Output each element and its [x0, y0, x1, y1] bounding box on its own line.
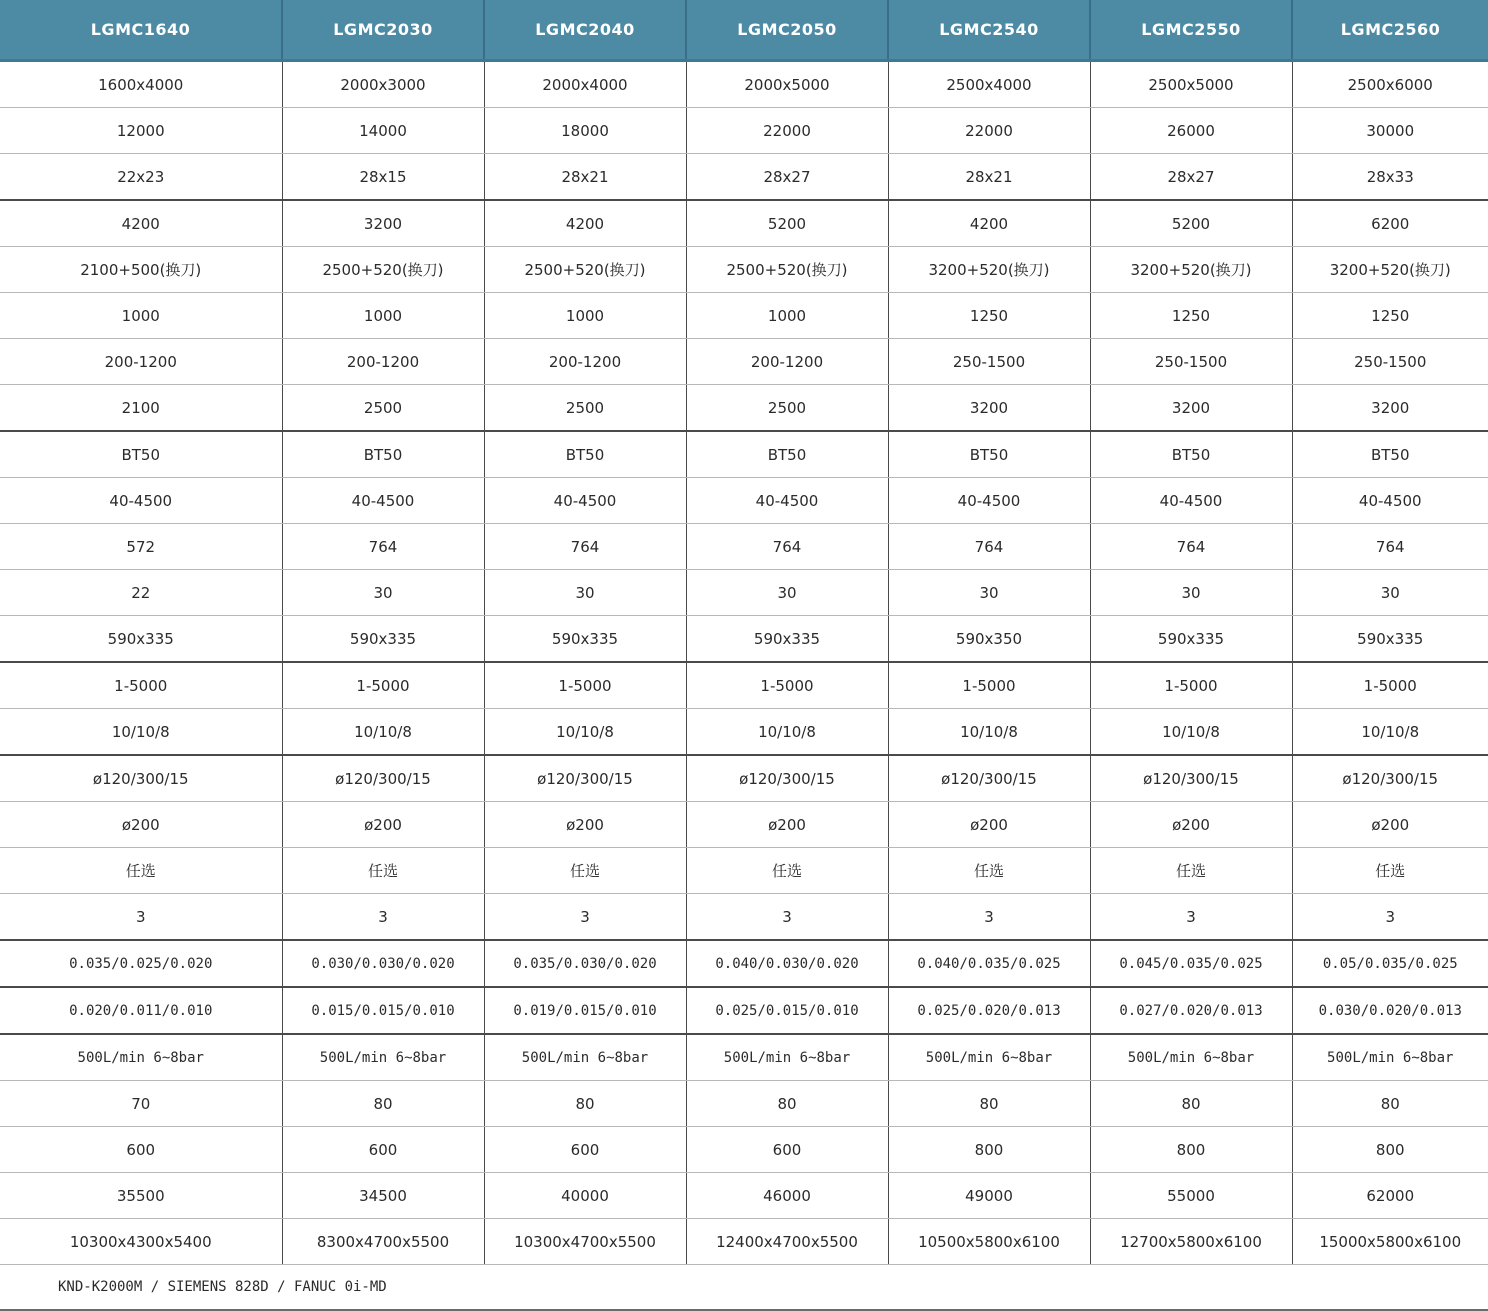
spec-cell: 80	[484, 1081, 686, 1127]
spec-cell: 2100+500(换刀)	[0, 247, 282, 293]
spec-cell: 30000	[1292, 108, 1488, 154]
spec-cell: 590x350	[888, 616, 1090, 663]
spec-cell: 10/10/8	[1292, 709, 1488, 756]
spec-cell: BT50	[484, 431, 686, 478]
spec-cell: 1-5000	[686, 662, 888, 709]
model-header: LGMC2560	[1292, 0, 1488, 61]
table-row	[0, 570, 1488, 616]
spec-cell: 28x21	[888, 154, 1090, 201]
spec-cell: 任选	[1292, 848, 1488, 894]
spec-cell: 600	[484, 1127, 686, 1173]
spec-cell: 4200	[484, 200, 686, 247]
spec-cell: 30	[484, 570, 686, 616]
spec-cell: 1250	[888, 293, 1090, 339]
spec-cell: 3	[1292, 894, 1488, 941]
spec-cell: ø200	[1090, 802, 1292, 848]
spec-cell: 0.045/0.035/0.025	[1090, 940, 1292, 987]
spec-cell: 80	[686, 1081, 888, 1127]
spec-cell: 10300x4300x5400	[0, 1219, 282, 1265]
spec-cell: 5200	[686, 200, 888, 247]
table-row	[0, 293, 1488, 339]
spec-cell: 3200	[1292, 385, 1488, 432]
spec-cell: 3	[282, 894, 484, 941]
spec-cell: 2000x3000	[282, 61, 484, 108]
spec-cell: 任选	[888, 848, 1090, 894]
spec-cell: 40-4500	[1090, 478, 1292, 524]
spec-cell: 1250	[1292, 293, 1488, 339]
spec-cell: 1000	[686, 293, 888, 339]
spec-cell: 3	[0, 894, 282, 941]
spec-cell: 200-1200	[484, 339, 686, 385]
spec-cell: 0.040/0.035/0.025	[888, 940, 1090, 987]
spec-cell: 22000	[686, 108, 888, 154]
spec-cell: 3200	[282, 200, 484, 247]
spec-cell: 572	[0, 524, 282, 570]
spec-cell: 80	[1292, 1081, 1488, 1127]
spec-cell: 40-4500	[0, 478, 282, 524]
spec-cell: 4200	[0, 200, 282, 247]
spec-cell: 6200	[1292, 200, 1488, 247]
spec-cell: 12400x4700x5500	[686, 1219, 888, 1265]
spec-cell: 1000	[0, 293, 282, 339]
model-header: LGMC2540	[888, 0, 1090, 61]
spec-cell: 590x335	[1090, 616, 1292, 663]
spec-cell: 22	[0, 570, 282, 616]
spec-cell: ø120/300/15	[1292, 755, 1488, 802]
spec-cell: 200-1200	[282, 339, 484, 385]
spec-cell: 2500+520(换刀)	[282, 247, 484, 293]
table-row	[0, 1081, 1488, 1127]
spec-cell: 800	[1292, 1127, 1488, 1173]
spec-cell: 2000x5000	[686, 61, 888, 108]
spec-cell: 40000	[484, 1173, 686, 1219]
spec-cell: 0.019/0.015/0.010	[484, 987, 686, 1034]
spec-cell: ø120/300/15	[686, 755, 888, 802]
spec-cell: 80	[282, 1081, 484, 1127]
table-row	[0, 616, 1488, 663]
model-header: LGMC2040	[484, 0, 686, 61]
spec-cell: 590x335	[0, 616, 282, 663]
footer-row	[0, 1265, 1488, 1311]
spec-cell: 10/10/8	[888, 709, 1090, 756]
table-row	[0, 385, 1488, 432]
spec-cell: 12000	[0, 108, 282, 154]
spec-cell: 0.025/0.015/0.010	[686, 987, 888, 1034]
spec-cell: 10500x5800x6100	[888, 1219, 1090, 1265]
spec-cell: 1-5000	[1090, 662, 1292, 709]
spec-cell: ø200	[282, 802, 484, 848]
spec-cell: ø200	[0, 802, 282, 848]
spec-cell: 764	[1292, 524, 1488, 570]
spec-cell: 8300x4700x5500	[282, 1219, 484, 1265]
spec-cell: 0.035/0.025/0.020	[0, 940, 282, 987]
spec-cell: 2500+520(换刀)	[484, 247, 686, 293]
spec-cell: ø200	[1292, 802, 1488, 848]
spec-cell: 任选	[0, 848, 282, 894]
spec-cell: 590x335	[1292, 616, 1488, 663]
spec-cell: BT50	[0, 431, 282, 478]
spec-cell: 3	[484, 894, 686, 941]
spec-cell: BT50	[1292, 431, 1488, 478]
spec-cell: 590x335	[282, 616, 484, 663]
spec-cell: 2500	[686, 385, 888, 432]
table-row	[0, 200, 1488, 247]
spec-cell: BT50	[1090, 431, 1292, 478]
spec-cell: 28x27	[686, 154, 888, 201]
spec-cell: 10/10/8	[282, 709, 484, 756]
spec-cell: 500L/min 6~8bar	[1292, 1034, 1488, 1081]
spec-cell: ø120/300/15	[282, 755, 484, 802]
table-row	[0, 247, 1488, 293]
spec-cell: 590x335	[686, 616, 888, 663]
spec-cell: 0.030/0.030/0.020	[282, 940, 484, 987]
header-row	[0, 0, 1488, 61]
model-header: LGMC2550	[1090, 0, 1292, 61]
spec-cell: 764	[1090, 524, 1292, 570]
spec-cell: 30	[1090, 570, 1292, 616]
spec-cell: 12700x5800x6100	[1090, 1219, 1292, 1265]
spec-cell: 2000x4000	[484, 61, 686, 108]
table-row	[0, 524, 1488, 570]
spec-cell: 500L/min 6~8bar	[686, 1034, 888, 1081]
spec-cell: 任选	[484, 848, 686, 894]
spec-cell: 30	[1292, 570, 1488, 616]
spec-cell: ø200	[888, 802, 1090, 848]
spec-cell: 55000	[1090, 1173, 1292, 1219]
spec-cell: 2500	[484, 385, 686, 432]
spec-cell: 0.027/0.020/0.013	[1090, 987, 1292, 1034]
model-header: LGMC2050	[686, 0, 888, 61]
table-row	[0, 1127, 1488, 1173]
spec-cell: 2500+520(换刀)	[686, 247, 888, 293]
spec-cell: 10300x4700x5500	[484, 1219, 686, 1265]
spec-cell: 40-4500	[1292, 478, 1488, 524]
spec-cell: ø120/300/15	[888, 755, 1090, 802]
spec-cell: 80	[1090, 1081, 1292, 1127]
spec-cell: 2100	[0, 385, 282, 432]
spec-cell: 3	[1090, 894, 1292, 941]
table-header	[0, 0, 1488, 61]
table-row	[0, 709, 1488, 756]
spec-cell: 590x335	[484, 616, 686, 663]
spec-cell: 26000	[1090, 108, 1292, 154]
table-row	[0, 848, 1488, 894]
spec-cell: 600	[0, 1127, 282, 1173]
spec-cell: ø200	[686, 802, 888, 848]
table-row	[0, 755, 1488, 802]
spec-cell: 任选	[282, 848, 484, 894]
spec-cell: 3200+520(换刀)	[1090, 247, 1292, 293]
spec-cell: 3	[888, 894, 1090, 941]
spec-cell: 18000	[484, 108, 686, 154]
control-system-note: KND-K2000M / SIEMENS 828D / FANUC 0i-MD	[0, 1265, 1488, 1311]
spec-cell: 0.025/0.020/0.013	[888, 987, 1090, 1034]
spec-cell: 600	[686, 1127, 888, 1173]
table-row	[0, 478, 1488, 524]
spec-cell: 28x27	[1090, 154, 1292, 201]
spec-cell: 10/10/8	[1090, 709, 1292, 756]
spec-cell: 28x21	[484, 154, 686, 201]
spec-cell: 2500x6000	[1292, 61, 1488, 108]
table-row	[0, 154, 1488, 201]
table-row	[0, 431, 1488, 478]
model-header: LGMC1640	[0, 0, 282, 61]
spec-cell: 3200	[888, 385, 1090, 432]
spec-cell: 28x15	[282, 154, 484, 201]
spec-cell: 22000	[888, 108, 1090, 154]
spec-cell: 10/10/8	[0, 709, 282, 756]
spec-cell: 1000	[484, 293, 686, 339]
spec-cell: 250-1500	[1292, 339, 1488, 385]
spec-cell: 40-4500	[484, 478, 686, 524]
spec-cell: 22x23	[0, 154, 282, 201]
spec-cell: 49000	[888, 1173, 1090, 1219]
spec-cell: 500L/min 6~8bar	[484, 1034, 686, 1081]
spec-cell: 500L/min 6~8bar	[1090, 1034, 1292, 1081]
spec-cell: 250-1500	[888, 339, 1090, 385]
spec-cell: 1-5000	[888, 662, 1090, 709]
spec-cell: 40-4500	[282, 478, 484, 524]
spec-cell: 28x33	[1292, 154, 1488, 201]
table-row	[0, 1219, 1488, 1265]
spec-cell: 80	[888, 1081, 1090, 1127]
spec-cell: 30	[686, 570, 888, 616]
spec-cell: 764	[686, 524, 888, 570]
spec-cell: 1-5000	[484, 662, 686, 709]
spec-cell: 3200+520(换刀)	[888, 247, 1090, 293]
spec-cell: BT50	[686, 431, 888, 478]
spec-cell: 0.020/0.011/0.010	[0, 987, 282, 1034]
spec-cell: 3	[686, 894, 888, 941]
spec-cell: 2500x5000	[1090, 61, 1292, 108]
spec-cell: 30	[282, 570, 484, 616]
spec-cell: 46000	[686, 1173, 888, 1219]
spec-cell: 800	[888, 1127, 1090, 1173]
spec-cell: 2500	[282, 385, 484, 432]
spec-cell: 30	[888, 570, 1090, 616]
spec-cell: 250-1500	[1090, 339, 1292, 385]
spec-cell: 15000x5800x6100	[1292, 1219, 1488, 1265]
spec-cell: 0.040/0.030/0.020	[686, 940, 888, 987]
table-row	[0, 987, 1488, 1034]
table-row	[0, 1173, 1488, 1219]
spec-cell: ø200	[484, 802, 686, 848]
spec-cell: 764	[888, 524, 1090, 570]
spec-cell: 35500	[0, 1173, 282, 1219]
spec-cell: 任选	[1090, 848, 1292, 894]
spec-cell: 3200+520(换刀)	[1292, 247, 1488, 293]
table-row	[0, 940, 1488, 987]
spec-cell: 3200	[1090, 385, 1292, 432]
spec-cell: 800	[1090, 1127, 1292, 1173]
spec-cell: 500L/min 6~8bar	[282, 1034, 484, 1081]
spec-cell: 40-4500	[686, 478, 888, 524]
spec-cell: 1000	[282, 293, 484, 339]
spec-cell: 14000	[282, 108, 484, 154]
table-row	[0, 61, 1488, 108]
spec-cell: 600	[282, 1127, 484, 1173]
spec-cell: 500L/min 6~8bar	[0, 1034, 282, 1081]
spec-cell: 34500	[282, 1173, 484, 1219]
table-row	[0, 894, 1488, 941]
spec-cell: 1-5000	[0, 662, 282, 709]
spec-cell: 764	[282, 524, 484, 570]
spec-cell: ø120/300/15	[484, 755, 686, 802]
spec-cell: 1-5000	[282, 662, 484, 709]
spec-cell: 10/10/8	[484, 709, 686, 756]
spec-cell: 1250	[1090, 293, 1292, 339]
spec-cell: 4200	[888, 200, 1090, 247]
table-row	[0, 662, 1488, 709]
spec-cell: 0.030/0.020/0.013	[1292, 987, 1488, 1034]
spec-cell: 0.05/0.035/0.025	[1292, 940, 1488, 987]
model-header: LGMC2030	[282, 0, 484, 61]
spec-cell: 任选	[686, 848, 888, 894]
spec-cell: 62000	[1292, 1173, 1488, 1219]
spec-cell: 0.015/0.015/0.010	[282, 987, 484, 1034]
table-row	[0, 108, 1488, 154]
spec-cell: ø120/300/15	[0, 755, 282, 802]
spec-cell: 1600x4000	[0, 61, 282, 108]
spec-cell: 200-1200	[0, 339, 282, 385]
spec-cell: BT50	[282, 431, 484, 478]
table-row	[0, 802, 1488, 848]
spec-cell: 10/10/8	[686, 709, 888, 756]
spec-cell: 200-1200	[686, 339, 888, 385]
spec-cell: 500L/min 6~8bar	[888, 1034, 1090, 1081]
spec-cell: 1-5000	[1292, 662, 1488, 709]
table-row	[0, 1034, 1488, 1081]
spec-cell: 764	[484, 524, 686, 570]
spec-cell: BT50	[888, 431, 1090, 478]
spec-cell: 40-4500	[888, 478, 1090, 524]
spec-cell: ø120/300/15	[1090, 755, 1292, 802]
spec-cell: 70	[0, 1081, 282, 1127]
spec-cell: 0.035/0.030/0.020	[484, 940, 686, 987]
spec-cell: 2500x4000	[888, 61, 1090, 108]
table-row	[0, 339, 1488, 385]
spec-cell: 5200	[1090, 200, 1292, 247]
table-body	[0, 61, 1488, 1311]
